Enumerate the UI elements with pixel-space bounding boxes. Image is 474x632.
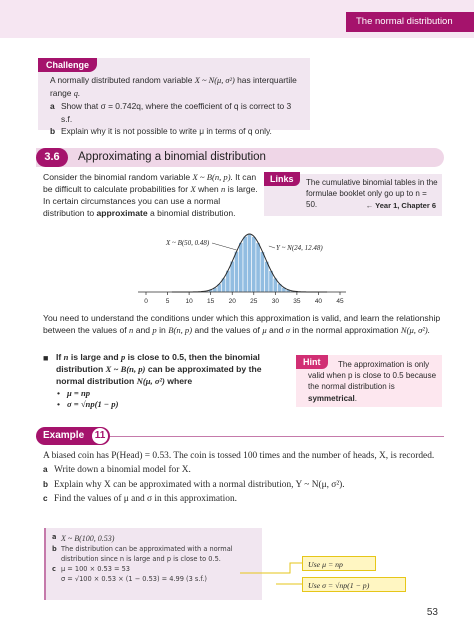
part-text: Explain why it is not possible to write μ in terms of q only. — [61, 125, 272, 136]
hint-period: . — [354, 393, 357, 403]
note-text: Use μ = np — [308, 560, 343, 569]
solution-text: σ = √100 × 0.53 × (1 − 0.53) = 4.99 (3 s.f.) — [61, 574, 207, 583]
round-bullet-icon: • — [57, 387, 61, 398]
intro-keyword: approximate — [96, 207, 148, 218]
intro-text: It can be difficult to calculate probabilities for — [43, 172, 257, 194]
para-text: and — [135, 324, 151, 335]
round-bullet-icon: • — [57, 399, 61, 410]
hint-label: Hint — [296, 355, 328, 369]
kp-text: is large and — [70, 352, 119, 362]
para-text: in the normal approximation — [292, 324, 399, 335]
mu-formula: μ = np — [67, 387, 91, 398]
tick-label-5: 5 — [165, 298, 170, 305]
tick-label-35: 35 — [293, 298, 301, 305]
binomial-label: X ~ B(50, 0.48) — [166, 239, 210, 247]
challenge-label: Challenge — [38, 58, 97, 72]
para-math: n — [129, 324, 134, 335]
links-label: Links — [264, 172, 300, 186]
para-text: and the values of — [194, 324, 260, 335]
intro-math: n — [221, 183, 226, 194]
hint-keyword: symmetrical — [308, 393, 355, 403]
tick-label-40: 40 — [314, 298, 323, 305]
note-text: Use σ = √np(1 − p) — [308, 581, 370, 590]
solution-text: μ = 100 × 0.53 = 53 — [61, 564, 131, 573]
question-text: Explain why X can be approximated with a normal distribution, Y ~ N(μ, σ²). — [54, 479, 345, 490]
challenge-intro-text: A normally distributed random variable — [50, 75, 193, 85]
hint-body: The approximation is only valid when p is close to 0.5 because the normal distribution is — [308, 360, 437, 392]
intro-text: when — [198, 183, 219, 194]
part-letter: b — [50, 125, 56, 136]
kp-text: can be approximated by the normal distribution — [56, 363, 262, 386]
section-number: 3.6 — [36, 148, 68, 167]
solution-letter: a — [52, 533, 57, 541]
tick-label-30: 30 — [271, 298, 279, 305]
tick-label-10: 10 — [185, 298, 193, 305]
tick-label-25: 25 — [250, 298, 258, 305]
solution-letter: b — [52, 545, 57, 553]
intro-math: X ~ B(n, p). — [192, 172, 233, 182]
intro-text: is large. In certain circumstances you can use a normal distribution to — [43, 183, 258, 218]
tick-label-15: 15 — [207, 298, 215, 305]
solution-text: X ~ B(100, 0.53) — [61, 534, 115, 543]
kp-text: is close to 0.5, then the binomial distribution — [56, 352, 260, 374]
sigma-formula: σ = √np(1 − p) — [67, 399, 119, 410]
part-text: Show that σ = 0.742q, where the coefficient of q is correct to 3 s.f. — [61, 101, 292, 124]
challenge-intro-math: X ~ N(μ, σ²) — [194, 76, 235, 85]
question-letter: b — [43, 479, 49, 489]
kp-math: n — [63, 352, 69, 362]
para-math: p — [152, 324, 157, 335]
kp-text: where — [167, 375, 193, 386]
question-letter: c — [43, 494, 48, 504]
kp-math: p — [120, 352, 126, 362]
solution-letter: c — [52, 564, 56, 573]
chapter-section-tab: The normal distribution — [346, 12, 474, 32]
page-number: 53 — [426, 607, 438, 618]
solution-text: The distribution can be approximated with a normal distribution since n is large and p is close to 0.5. — [61, 545, 233, 563]
question-text: Find the values of μ and σ in this approximation. — [54, 494, 237, 505]
kp-text: If — [56, 352, 62, 362]
para-math: N(μ, σ²). — [400, 324, 430, 335]
example-intro: A biased coin has P(Head) = 0.53. The coin is tossed 100 times and the number of heads, X, is recorded. — [43, 451, 435, 461]
kp-math: N(μ, σ²) — [136, 375, 165, 386]
para-math: σ — [285, 324, 291, 335]
example-number: 11 — [92, 428, 108, 444]
tick-label-20: 20 — [228, 298, 236, 305]
links-reference: ← Year 1, Chapter 6 — [365, 201, 436, 210]
para-math: B(n, p) — [168, 324, 193, 335]
intro-text: Consider the binomial random variable — [43, 172, 191, 182]
margin-note-sigma — [302, 577, 406, 592]
example-label: Example — [43, 430, 85, 441]
challenge-intro-text-2: has interquartile range — [50, 75, 297, 99]
tick-label-45: 45 — [336, 298, 344, 305]
links-text: The cumulative binomial tables in the formulae booklet only go up to n = 50. — [306, 178, 438, 209]
tick-label-0: 0 — [144, 298, 148, 305]
challenge-intro-q: q. — [73, 89, 81, 99]
para-math: μ — [262, 324, 267, 335]
para-text: and — [269, 324, 284, 335]
margin-note-mu — [302, 556, 376, 571]
kp-math: X ~ B(n, p) — [105, 363, 146, 374]
section-title: Approximating a binomial distribution — [78, 151, 266, 163]
square-bullet-icon: ■ — [43, 353, 49, 363]
question-text: Write down a binomial model for X. — [54, 465, 191, 476]
question-letter: a — [43, 465, 48, 475]
part-letter: a — [50, 101, 55, 112]
para-text: in — [159, 324, 166, 335]
note-connector-1 — [240, 563, 302, 573]
para-text: You need to understand the conditions under which this approximation is valid, and learn the relationship between the values of — [43, 313, 441, 335]
normal-label: Y ~ N(24, 12.48) — [276, 244, 323, 252]
intro-math: X — [190, 183, 196, 194]
intro-text: a binomial distribution. — [150, 207, 236, 218]
